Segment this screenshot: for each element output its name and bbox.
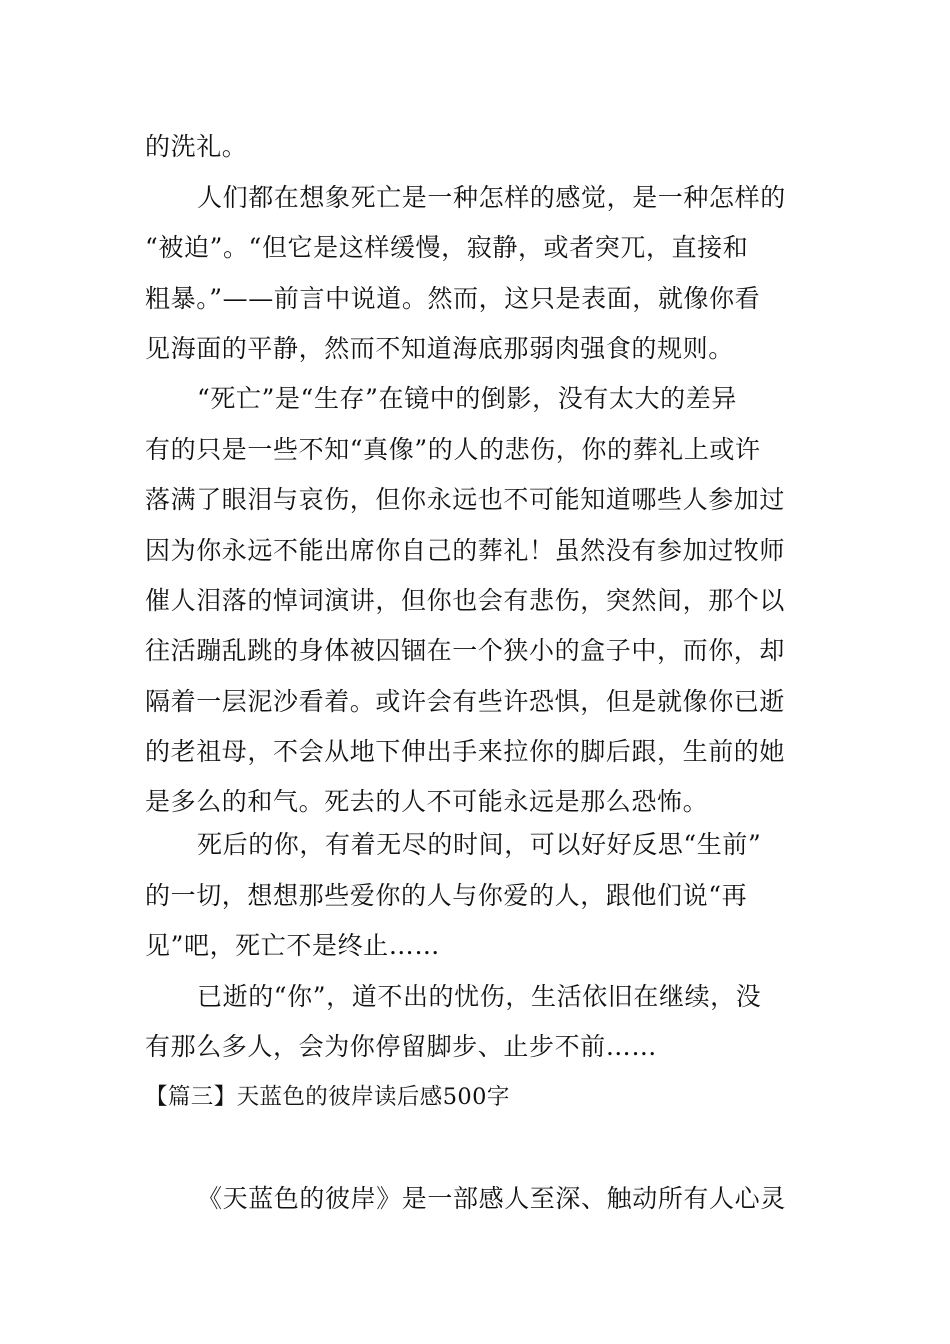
text-line: 的洗礼。 — [145, 132, 248, 161]
text-line: 的一切，想想那些爱你的人与你爱的人，跟他们说“再 — [145, 881, 748, 910]
text-line: 有那么多人，会为你停留脚步、止步不前…… — [145, 1032, 658, 1061]
text-line: 催人泪落的悼词演讲，但你也会有悲伤，突然间，那个以 — [145, 586, 786, 615]
text-line: 有的只是一些不知“真像”的人的悲伤，你的葬礼上或许 — [145, 435, 761, 464]
text-line: 已逝的“你”，道不出的忧伤，生活依旧在继续，没 — [197, 982, 762, 1011]
text-line: “死亡”是“生存”在镜中的倒影，没有太大的差异 — [197, 384, 737, 413]
text-line: 粗暴。”——前言中说道。然而，这只是表面，就像你看 — [145, 284, 761, 313]
text-line: 的老祖母，不会从地下伸出手来拉你的脚后跟，生前的她 — [145, 737, 786, 766]
text-line: 见”吧，死亡不是终止…… — [145, 931, 440, 960]
text-line: “被迫”。“但它是这样缓慢，寂静，或者突兀，直接和 — [145, 233, 749, 262]
section-heading: 【篇三】天蓝色的彼岸读后感500字 — [145, 1084, 510, 1110]
text-line: 见海面的平静，然而不知道海底那弱肉强食的规则。 — [145, 334, 734, 363]
text-line: 人们都在想象死亡是一种怎样的感觉，是一种怎样的 — [197, 183, 786, 212]
text-line: 《天蓝色的彼岸》是一部感人至深、触动所有人心灵 — [197, 1184, 786, 1213]
text-line: 落满了眼泪与哀伤，但你永远也不可能知道哪些人参加过 — [145, 485, 786, 514]
text-line: 是多么的和气。死去的人不可能永远是那么恐怖。 — [145, 787, 709, 816]
text-line: 隔着一层泥沙看着。或许会有些许恐惧，但是就像你已逝 — [145, 687, 786, 716]
text-line: 因为你永远不能出席你自己的葬礼！虽然没有参加过牧师 — [145, 536, 786, 565]
text-line: 往活蹦乱跳的身体被囚锢在一个狭小的盒子中，而你，却 — [145, 636, 786, 665]
text-line: 死后的你，有着无尽的时间，可以好好反思“生前” — [197, 830, 762, 859]
